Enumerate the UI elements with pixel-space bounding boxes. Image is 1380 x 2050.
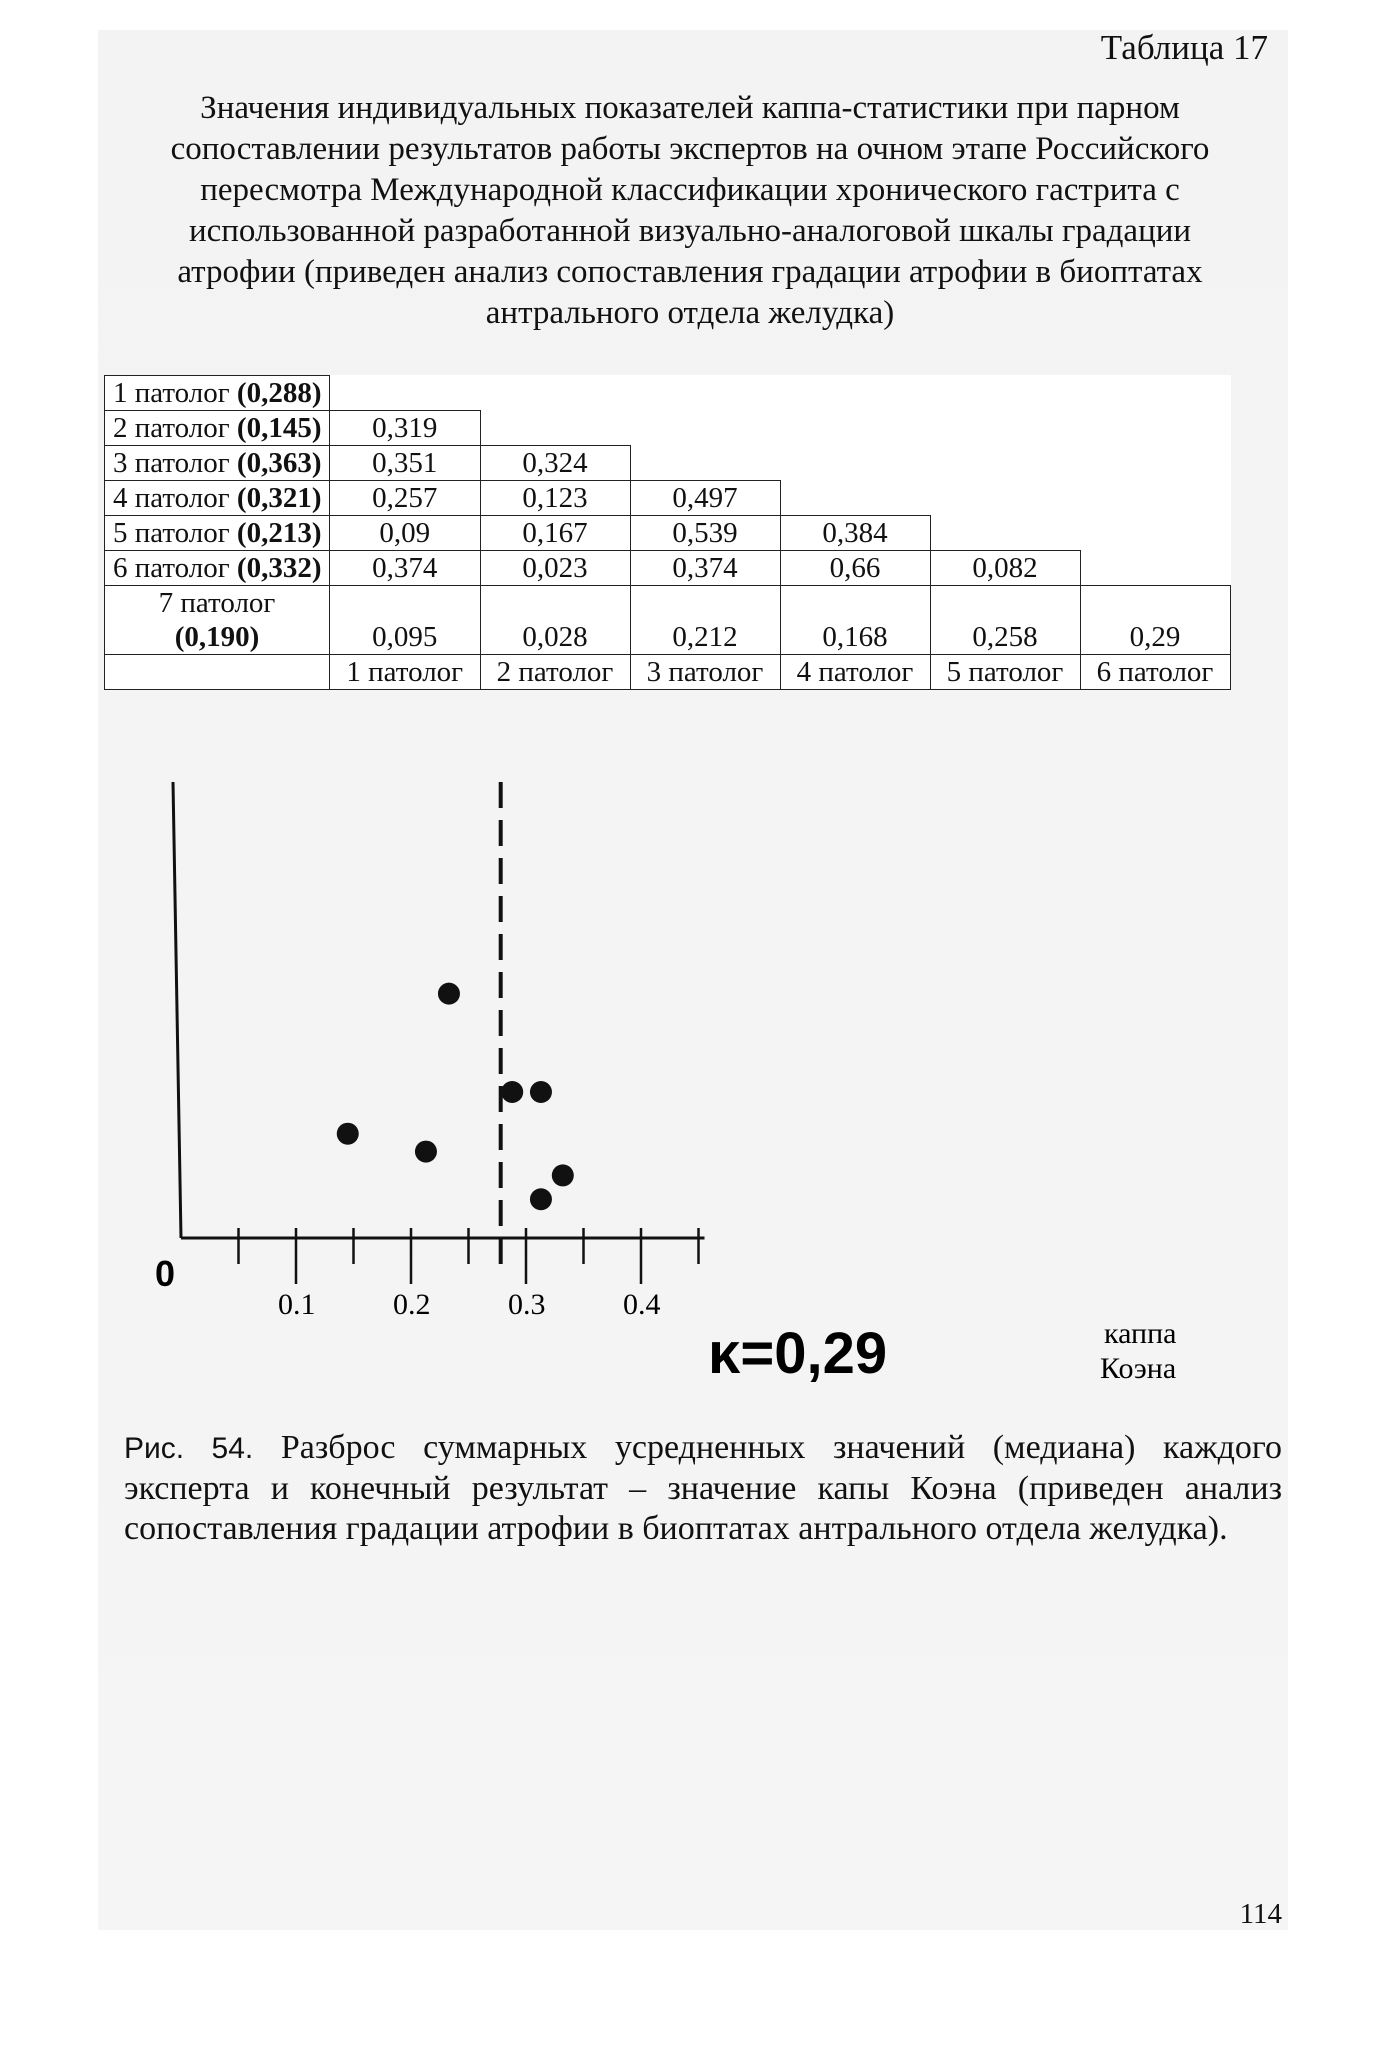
x-axis-label: каппа xyxy=(1104,1317,1177,1350)
title-line: пересмотра Международной классификации хронического гастрита с xyxy=(200,172,1180,208)
title-line: Значения индивидуальных показателей каппа-статистики при парном xyxy=(200,90,1180,126)
title-line: использованной разработанной визуально-аналоговой шкалы градации xyxy=(188,213,1192,249)
row-label: 1 патолог (0,288) xyxy=(105,376,330,411)
table-cell: 0,167 xyxy=(480,516,630,551)
kappa-value-label: κ=0,29 xyxy=(708,1321,888,1386)
page-number: 114 xyxy=(1239,1898,1282,1930)
table-cell: 0,374 xyxy=(630,551,780,586)
table-cell: 0,212 xyxy=(630,586,780,655)
table-cell: 0,168 xyxy=(780,586,930,655)
table-cell: 0,123 xyxy=(480,481,630,516)
data-point xyxy=(552,1164,574,1186)
column-header: 4 патолог xyxy=(780,655,930,690)
column-header: 3 патолог xyxy=(630,655,780,690)
data-point xyxy=(530,1081,552,1103)
x-axis-label: Коэна xyxy=(1100,1352,1177,1385)
row-label: 4 патолог (0,321) xyxy=(105,481,330,516)
row-label: 6 патолог (0,332) xyxy=(105,551,330,586)
column-header: 6 патолог xyxy=(1080,655,1230,690)
row-label: 5 патолог (0,213) xyxy=(105,516,330,551)
table-cell: 0,384 xyxy=(780,516,930,551)
x-tick-labels xyxy=(278,1288,661,1321)
table-cell: 0,29 xyxy=(1080,586,1230,655)
table-cell: 0,66 xyxy=(780,551,930,586)
x-tick-label: 0.3 xyxy=(508,1288,546,1321)
table-cell: 0,324 xyxy=(480,446,630,481)
table-cell: 0,09 xyxy=(330,516,481,551)
table-cell: 0,374 xyxy=(330,551,481,586)
origin-label: 0 xyxy=(155,1253,176,1294)
title-line: антрального отдела желудка) xyxy=(485,295,895,331)
figure-caption xyxy=(124,1428,1282,1549)
table-cell: 0,082 xyxy=(930,551,1080,586)
data-point xyxy=(337,1123,359,1145)
table-cell: 0,497 xyxy=(630,481,780,516)
table-cell: 0,258 xyxy=(930,586,1080,655)
y-axis-line xyxy=(173,782,181,1238)
x-tick-label: 0.4 xyxy=(623,1288,661,1321)
data-point xyxy=(438,983,460,1005)
x-tick-label: 0.2 xyxy=(393,1288,431,1321)
row-label: 3 патолог (0,363) xyxy=(105,446,330,481)
data-point xyxy=(530,1188,552,1210)
row-label: 7 патолог (0,190) xyxy=(105,586,330,655)
data-point xyxy=(415,1141,437,1163)
column-header: 5 патолог xyxy=(930,655,1080,690)
table-cell: 0,023 xyxy=(480,551,630,586)
table-cell: 0,028 xyxy=(480,586,630,655)
x-axis-ticks xyxy=(239,1228,699,1284)
table-label: Таблица 17 xyxy=(1100,28,1268,67)
table-cell: 0,095 xyxy=(330,586,481,655)
table-cell: 0,539 xyxy=(630,516,780,551)
x-tick-label: 0.1 xyxy=(278,1288,316,1321)
figure-number: Рис. 54. xyxy=(124,1432,254,1465)
table-cell: 0,257 xyxy=(330,481,481,516)
title-line: атрофии (приведен анализ сопоставления градации атрофии в биоптатах xyxy=(177,254,1203,290)
title-line: сопоставлении результатов работы экспертов на очном этапе Российского xyxy=(170,131,1210,167)
data-point xyxy=(501,1081,523,1103)
row-label: 2 патолог (0,145) xyxy=(105,411,330,446)
column-header: 1 патолог xyxy=(330,655,481,690)
caption-text: Разброс суммарных усредненных значений (медиана) каждого эксперта и конечный результат – значение капы Коэна (приведен анализ сопоставления градации атрофии в биоптатах антрального отдела желудка). xyxy=(124,1429,1282,1547)
table-cell: 0,319 xyxy=(330,411,481,446)
data-points xyxy=(337,983,574,1211)
table-cell: 0,351 xyxy=(330,446,481,481)
column-header: 2 патолог xyxy=(480,655,630,690)
